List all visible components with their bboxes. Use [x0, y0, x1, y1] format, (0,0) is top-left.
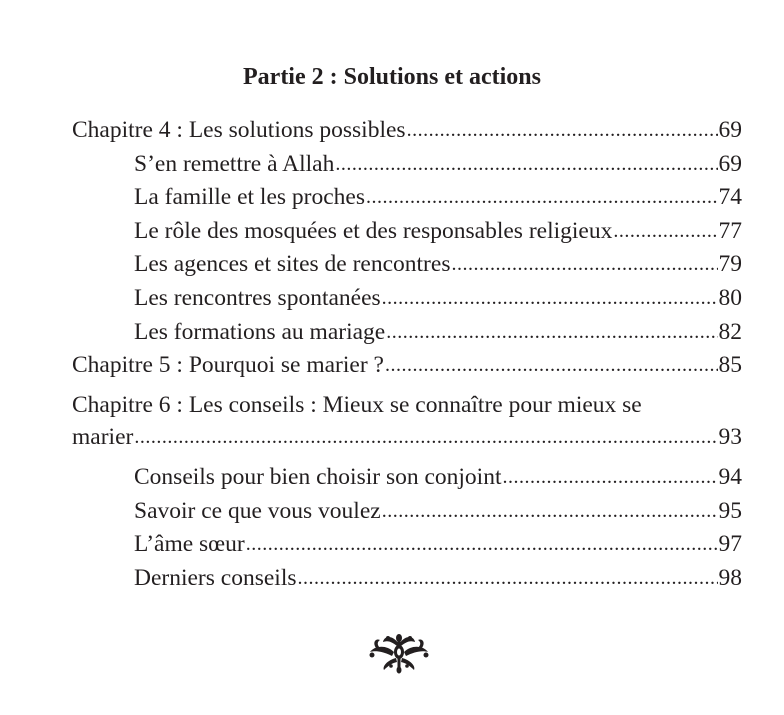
dot-leader	[382, 495, 718, 528]
toc-entry-page: 80	[718, 284, 742, 311]
toc-entry-chapter-5	[72, 349, 742, 383]
toc-entry-label: La famille et les proches	[134, 184, 365, 211]
toc-entry-label: Savoir ce que vous voulez	[134, 497, 381, 524]
toc-entry-label: Chapitre 5 : Pourquoi se marier ?	[72, 352, 384, 379]
toc-entry-page: 79	[718, 251, 742, 278]
toc-entry-section	[72, 461, 742, 495]
toc-entry-section	[72, 181, 742, 215]
toc-entry-label-line1: Chapitre 6 : Les conseils : Mieux se connaître pour mieux se	[72, 391, 642, 418]
toc-entry-page: 82	[718, 318, 742, 345]
toc-entry-label: S’en remettre à Allah	[134, 150, 335, 177]
toc-entry-section	[72, 528, 742, 562]
toc-entry-label: Conseils pour bien choisir son conjoint	[134, 463, 502, 490]
toc-entry-page: 94	[718, 463, 742, 490]
dot-leader	[366, 181, 718, 214]
toc-entry-page: 69	[718, 150, 742, 177]
dot-leader	[246, 528, 718, 561]
dot-leader	[386, 316, 717, 349]
toc-entry-page: 98	[718, 564, 742, 591]
toc-entry-label: Les rencontres spontanées	[134, 284, 381, 311]
toc-entry-section	[72, 215, 742, 249]
dot-leader	[385, 349, 718, 382]
floral-fleuron-icon	[366, 630, 432, 674]
toc-entry-chapter-4	[72, 114, 742, 148]
toc-entry-section	[72, 248, 742, 282]
toc-entry-label: Chapitre 4 : Les solutions possibles	[72, 117, 406, 143]
toc-entry-page: 85	[718, 352, 742, 379]
dot-leader	[407, 114, 718, 147]
toc-entry-section	[72, 316, 742, 350]
toc-entry-label: Derniers conseils	[134, 564, 297, 591]
dot-leader	[298, 562, 718, 595]
toc-entry-page: 95	[718, 497, 742, 524]
toc-entry-page: 93	[718, 424, 742, 451]
toc-entry-section	[72, 495, 742, 529]
toc-entry-label: Les agences et sites de rencontres	[134, 251, 451, 278]
toc-entry-label: L’âme sœur	[134, 531, 245, 558]
toc-entry-section	[72, 562, 742, 596]
dot-leader	[451, 248, 717, 281]
toc-entry-chapter-6	[72, 389, 742, 455]
dot-leader	[335, 148, 717, 181]
toc-entry-page: 97	[718, 531, 742, 558]
toc-entry-page: 69	[718, 117, 742, 143]
toc-entry-chapter-6-line2	[72, 421, 742, 455]
toc-entry-label: Les formations au mariage	[134, 318, 386, 345]
dot-leader	[382, 282, 718, 315]
toc-entry-page: 77	[718, 217, 742, 244]
dot-leader	[503, 461, 718, 494]
toc-entry-label-line2: marier	[72, 424, 134, 451]
toc-entry-section	[72, 148, 742, 182]
part-title: Partie 2 : Solutions et actions	[243, 64, 541, 90]
toc-entry-label: Le rôle des mosquées et des responsables religieux	[134, 217, 613, 244]
toc-entry-section	[72, 282, 742, 316]
dot-leader	[613, 215, 717, 248]
dot-leader	[134, 421, 717, 454]
toc-entry-page: 74	[718, 184, 742, 211]
table-of-contents	[72, 114, 742, 595]
